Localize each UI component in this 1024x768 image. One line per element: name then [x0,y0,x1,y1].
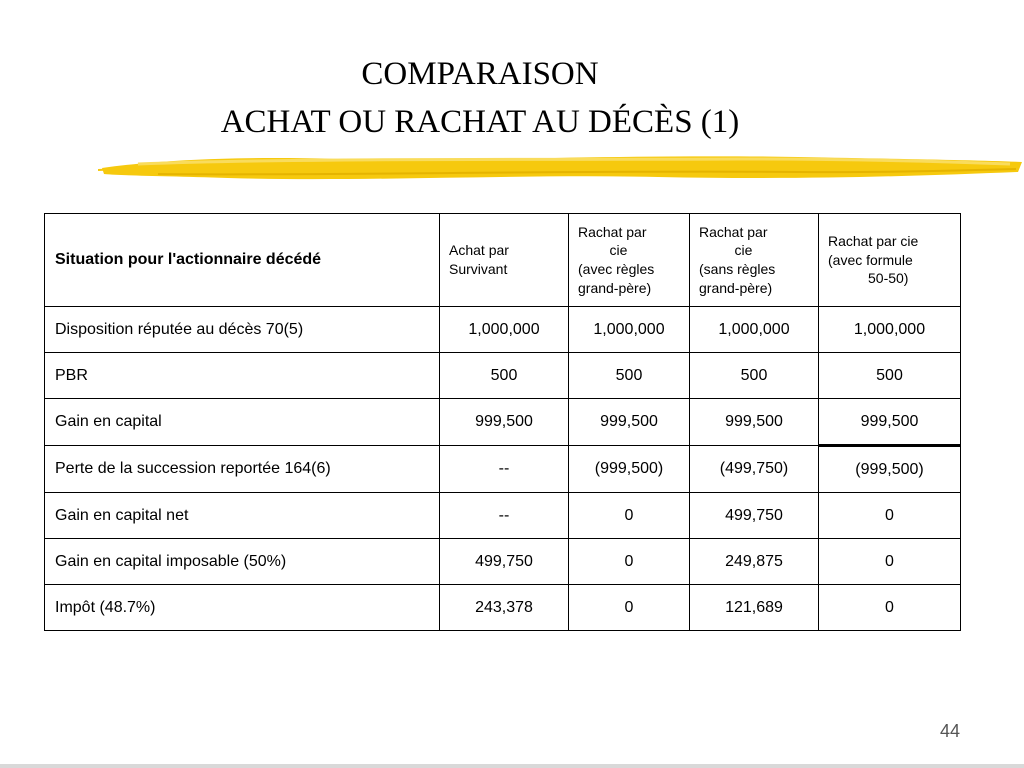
cell-value: (999,500) [819,446,961,493]
cell-value: 249,875 [690,539,819,585]
cell-value: 1,000,000 [569,307,690,353]
slide-title-line1: COMPARAISON [361,56,599,92]
page-number: 44 [939,721,960,741]
cell-value: 0 [819,539,961,585]
cell-value: 243,378 [440,585,569,631]
cell-value: 0 [819,585,961,631]
cell-value: -- [440,493,569,539]
cell-value: 500 [569,353,690,399]
header-rachat-avec-regles: Rachat par cie (avec règles grand-père) [569,214,690,307]
table-row [45,353,961,399]
comparison-table [44,213,961,631]
table-row [45,585,961,631]
table-row [45,446,961,493]
cell-value: 999,500 [690,399,819,446]
cell-value: 999,500 [819,399,961,446]
cell-value: 1,000,000 [819,307,961,353]
cell-value: 1,000,000 [440,307,569,353]
cell-value: -- [440,446,569,493]
table-row [45,539,961,585]
cell-value: 0 [569,493,690,539]
header-situation: Situation pour l'actionnaire décédé [45,214,440,307]
cell-value: (499,750) [690,446,819,493]
row-label: Gain en capital [45,399,440,446]
cell-value: 121,689 [690,585,819,631]
table-row [45,493,961,539]
yellow-brush-stroke [98,150,1024,186]
row-label: Gain en capital net [45,493,440,539]
cell-value: 500 [819,353,961,399]
header-achat-survivant: Achat par Survivant [440,214,569,307]
row-label: Impôt (48.7%) [45,585,440,631]
header-rachat-formule-50-50: Rachat par cie (avec formule 50-50) [819,214,961,307]
cell-value: 0 [569,585,690,631]
cell-value: 1,000,000 [690,307,819,353]
row-label: Gain en capital imposable (50%) [45,539,440,585]
cell-value: 500 [690,353,819,399]
slide-title-line2: ACHAT OU RACHAT AU DÉCÈS (1) [220,104,740,140]
row-label: Perte de la succession reportée 164(6) [45,446,440,493]
cell-value: 499,750 [690,493,819,539]
header-rachat-sans-regles: Rachat par cie (sans règles grand-père) [690,214,819,307]
cell-value: (999,500) [569,446,690,493]
row-label: Disposition réputée au décès 70(5) [45,307,440,353]
footer-divider [0,764,1024,768]
table-row [45,399,961,446]
cell-value: 999,500 [440,399,569,446]
cell-value: 499,750 [440,539,569,585]
cell-value: 0 [819,493,961,539]
table-header-row [45,214,961,307]
row-label: PBR [45,353,440,399]
cell-value: 999,500 [569,399,690,446]
cell-value: 0 [569,539,690,585]
table-row [45,307,961,353]
cell-value: 500 [440,353,569,399]
